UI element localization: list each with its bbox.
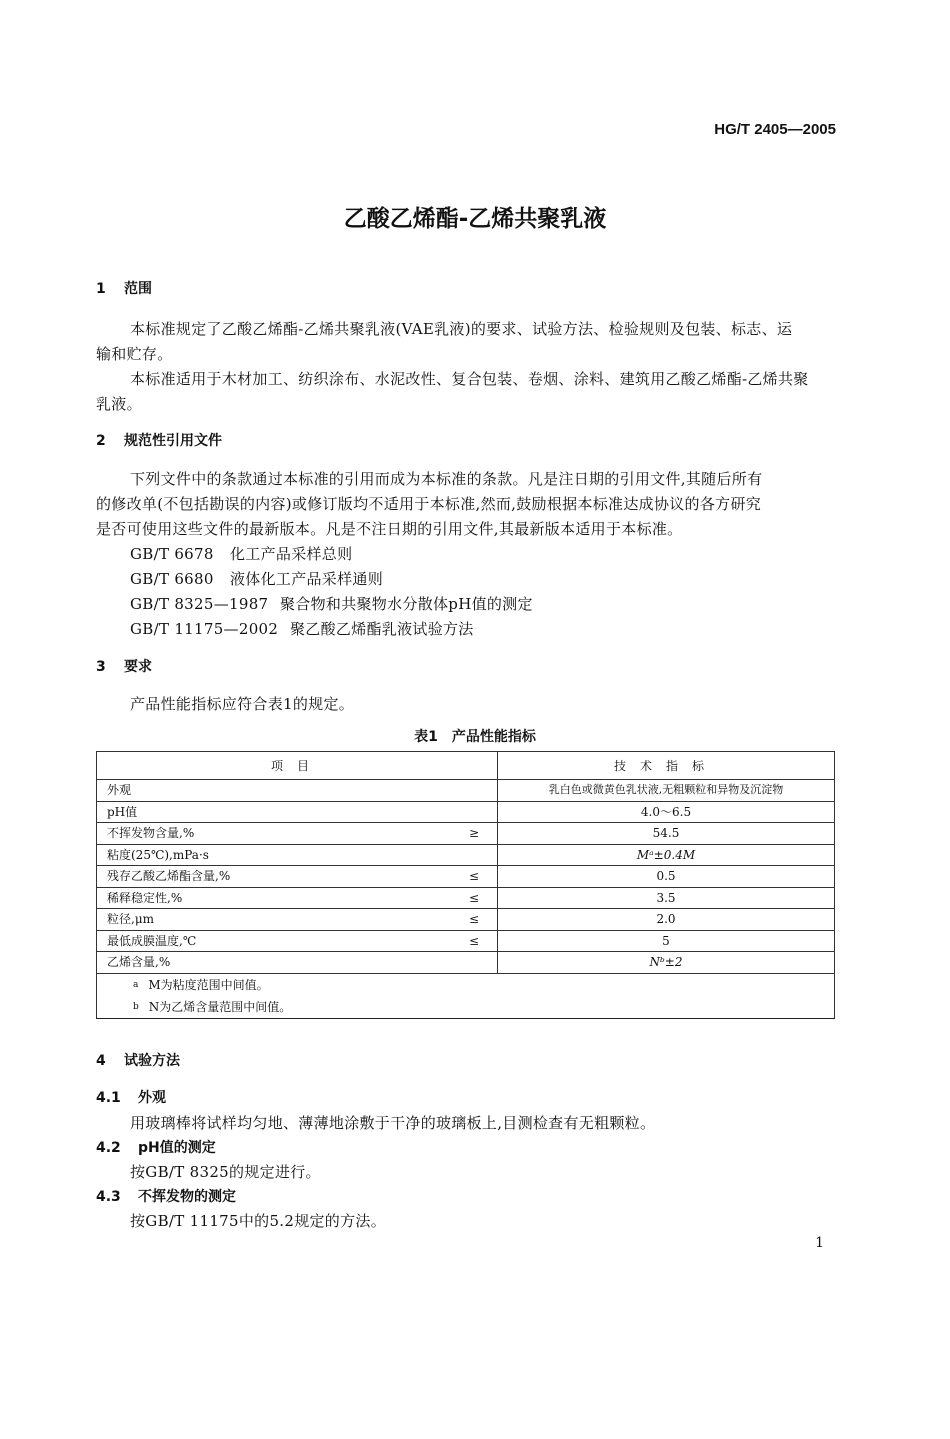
subsection-title: 外观 [138, 1090, 166, 1106]
reference-code: GB/T 6678 [130, 545, 214, 563]
footnote-text: N为乙烯含量范围中间值。 [148, 999, 292, 1014]
table-footnote [97, 973, 835, 996]
item-cell [97, 866, 498, 888]
reference-code: GB/T 6680 [130, 570, 214, 588]
footnote-text: M为粘度范围中间值。 [148, 977, 269, 992]
operator: ≤ [468, 869, 479, 883]
subsection-title: pH值的测定 [138, 1140, 216, 1156]
spec-value: Mᵃ±0.4M [498, 844, 835, 866]
subsection-number: 4.3 [96, 1189, 121, 1205]
operator: ≤ [468, 912, 479, 926]
table-row [97, 866, 835, 888]
table-row [97, 823, 835, 845]
refs-intro-line-3: 是否可使用这些文件的最新版本。凡是不注日期的引用文件,其最新版本适用于本标准。 [96, 520, 683, 538]
item-name: 残存乙酸乙烯酯含量,% [107, 869, 231, 884]
spec-table [96, 751, 835, 1019]
spec-value: 5 [498, 930, 835, 952]
spec-value: Nᵇ±2 [498, 952, 835, 974]
item-cell [97, 952, 498, 974]
section-number: 1 [96, 281, 106, 297]
spec-value: 54.5 [498, 823, 835, 845]
method-text: 按GB/T 11175中的5.2规定的方法。 [130, 1212, 387, 1230]
item-name: 乙烯含量,% [107, 955, 171, 970]
item-name: 不挥发物含量,% [107, 826, 195, 841]
operator: ≥ [468, 826, 479, 840]
footnote-mark: a [133, 979, 139, 990]
section-1-heading [96, 278, 152, 298]
table-row [97, 780, 835, 802]
item-cell [97, 909, 498, 931]
section-3-heading [96, 656, 152, 676]
subsection-heading [96, 1137, 216, 1157]
table-row [97, 909, 835, 931]
subsection-title: 不挥发物的测定 [138, 1189, 236, 1205]
page-title: 乙酸乙烯酯-乙烯共聚乳液 [343, 206, 607, 232]
method-text: 用玻璃棒将试样均匀地、薄薄地涂敷于干净的玻璃板上,目测检查有无粗颗粒。 [130, 1114, 656, 1132]
scope-paragraph-2-cont: 乳液。 [96, 395, 142, 413]
section-number: 3 [96, 659, 106, 675]
item-cell [97, 801, 498, 823]
operator: ≤ [468, 890, 479, 905]
reference-item [130, 543, 352, 564]
scope-paragraph-1: 本标准规定了乙酸乙烯酯-乙烯共聚乳液(VAE乳液)的要求、试验方法、检验规则及包装、标志、运 [130, 320, 793, 338]
subsection-heading [96, 1087, 166, 1107]
item-cell [97, 823, 498, 845]
item-name: 稀释稳定性,% [107, 890, 183, 905]
page-number: 1 [815, 1235, 824, 1251]
footnote-cell [97, 973, 835, 996]
section-title: 范围 [124, 281, 152, 297]
item-name: 粒径,μm [107, 912, 154, 927]
reference-name: 聚乙酸乙烯酯乳液试验方法 [290, 620, 474, 638]
spec-value: 4.0～6.5 [498, 801, 835, 823]
subsection-number: 4.2 [96, 1140, 121, 1156]
item-name: 外观 [107, 783, 132, 798]
reference-name: 化工产品采样总则 [230, 545, 353, 563]
item-name: 最低成膜温度,℃ [107, 933, 197, 948]
section-2-heading [96, 430, 222, 450]
reference-item [130, 618, 474, 639]
table-caption: 表1 产品性能指标 [414, 729, 536, 745]
item-cell [97, 887, 498, 909]
item-cell [97, 930, 498, 952]
section-title: 要求 [124, 659, 152, 675]
reference-code: GB/T 8325—1987 [130, 595, 269, 613]
item-name: 粘度(25℃),mPa·s [107, 847, 209, 862]
method-text: 按GB/T 8325的规定进行。 [130, 1163, 321, 1181]
spec-value: 乳白色或微黄色乳状液,无粗颗粒和异物及沉淀物 [498, 780, 835, 802]
spec-value: 3.5 [498, 887, 835, 909]
requirements-text: 产品性能指标应符合表1的规定。 [130, 695, 355, 713]
reference-name: 液体化工产品采样通则 [230, 570, 384, 588]
reference-item [130, 568, 383, 589]
section-4-heading [96, 1050, 180, 1070]
footnote-cell [97, 996, 835, 1019]
section-title: 试验方法 [124, 1053, 180, 1069]
table-footnote [97, 996, 835, 1019]
item-cell [97, 780, 498, 802]
table-row [97, 930, 835, 952]
scope-paragraph-2: 本标准适用于木材加工、纺织涂布、水泥改性、复合包装、卷烟、涂料、建筑用乙酸乙烯酯-乙烯共聚 [130, 370, 809, 388]
column-header-item: 项目 [97, 752, 498, 780]
scope-paragraph-1-cont: 输和贮存。 [96, 345, 173, 363]
table-row [97, 801, 835, 823]
column-header-spec: 技术指标 [498, 752, 835, 780]
section-number: 4 [96, 1053, 106, 1069]
item-cell [97, 844, 498, 866]
operator: ≤ [468, 933, 479, 948]
table-row [97, 887, 835, 909]
reference-item [130, 593, 533, 614]
spec-value: 2.0 [498, 909, 835, 931]
refs-intro-line-1: 下列文件中的条款通过本标准的引用而成为本标准的条款。凡是注日期的引用文件,其随后所有 [130, 470, 763, 488]
section-number: 2 [96, 433, 106, 449]
subsection-heading [96, 1186, 236, 1206]
section-title: 规范性引用文件 [124, 433, 222, 449]
table-header-row [97, 752, 835, 780]
refs-intro-line-2: 的修改单(不包括勘误的内容)或修订版均不适用于本标准,然而,鼓励根据本标准达成协议的各方研究 [96, 495, 762, 513]
table-row [97, 844, 835, 866]
item-name: pH值 [107, 804, 138, 819]
spec-value: 0.5 [498, 866, 835, 888]
table-row [97, 952, 835, 974]
subsection-number: 4.1 [96, 1090, 121, 1106]
footnote-mark: b [133, 1001, 139, 1012]
reference-code: GB/T 11175—2002 [130, 620, 279, 638]
reference-name: 聚合物和共聚物水分散体pH值的测定 [280, 595, 533, 613]
document-number: HG/T 2405—2005 [714, 121, 836, 138]
